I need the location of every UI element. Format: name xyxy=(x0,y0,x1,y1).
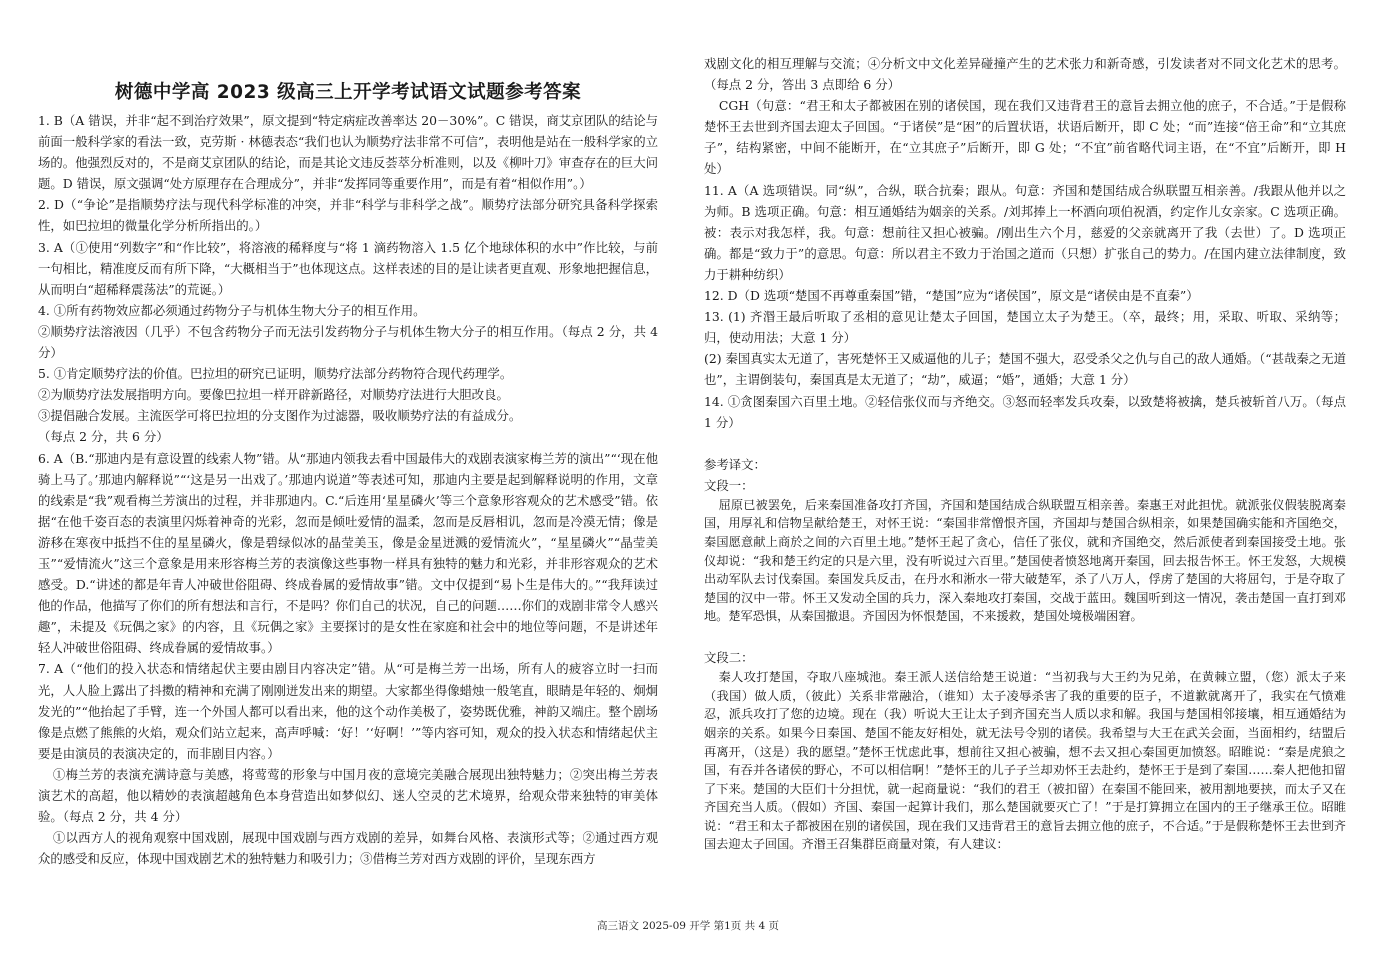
answer-5-score: （每点 2 分，共 6 分） xyxy=(38,429,169,445)
answer-3: 3. A（①使用“列数字”和“作比较”，将溶液的稀释度与“将 1 滴药物溶入 1.5 亿个地球体积的水中”作比较，与前一句相比，精准度反而有所下降，“大概相当于”也体现这点。这样表述的目的是让读者更直观、形象地把握信息，从而明白“超稀释震荡法”的荒诞。） xyxy=(38,239,658,297)
passage-1-translation: 屈原已被罢免，后来秦国准备攻打齐国，齐国和楚国结成合纵联盟互相亲善。秦惠王对此担忧。就派张仪假装脱离秦国，用厚礼和信物呈献给楚王，对怀王说：“秦国非常憎恨齐国，齐国却与楚国合纵相亲，如果楚国确实能和齐国绝交，秦国愿意献上商於之间的六百里土地。”楚怀王起了贪心，信任了张仪，就和齐国绝交，然后派使者到秦国接受土地。张仪却说：“我和楚王约定的只是六里，没有听说过六百里。”楚国使者愤怒地离开秦国，回去报告怀王。怀王发怒，大规模出动军队去讨伐秦国。秦国发兵反击，在丹水和淅水一带大破楚军，杀了八万人，俘虏了楚国的大将屈匄，于是夺取了楚国的汉中一带。怀王又发动全国的兵力，深入秦地攻打秦国，交战于蓝田。魏国听到这一情况，袭击楚国一直打到邓地。楚军恐惧，从秦国撤退。齐国因为怀恨楚国，不来援救，楚国处境极端困窘。 xyxy=(704,497,1346,624)
passage-1-label: 文段一： xyxy=(704,477,754,493)
answer-2: 2. D（“争论”是指顺势疗法与现代科学标准的冲突，并非“科学与非科学之战”。顺势疗法部分研究具备科学探索性，如巴拉坦的微量化学分析所指出的。） xyxy=(38,197,658,234)
answer-9: ①以西方人的视角观察中国戏剧，展现中国戏剧与西方戏剧的差异，如舞台风格、表演形式等；②通过西方观众的感受和反应，体现中国戏剧艺术的独特魅力和吸引力；③借梅兰芳对西方戏剧的评价，呈现东西方 xyxy=(38,830,658,867)
passage-2-label: 文段二： xyxy=(704,650,754,666)
answer-4-point-2: ②顺势疗法溶液因（几乎）不包含药物分子而无法引发药物分子与机体生物大分子的相互作用。（每点 2 分，共 4 分） xyxy=(38,323,658,361)
answer-14: 14. ①贪图秦国六百里土地。②轻信张仪而与齐绝交。③怒而轻率发兵攻秦，以致楚将被擒，楚兵被斩首八万。（每点 1 分） xyxy=(704,393,1346,430)
page-title: 树德中学高 2023 级高三上开学考试语文试题参考答案 xyxy=(114,82,582,103)
left-column xyxy=(38,0,658,869)
answer-13-2: (2) 秦国真实太无道了，害死楚怀王又威逼他的儿子；楚国不强大，忍受杀父之仇与自己的敌人通婚。（“甚哉秦之无道也”，主谓倒装句，秦国真是太无道了；“劫”，威逼；“婚”，通婚；大意 1 分） xyxy=(704,351,1346,388)
answer-10: CGH（句意：“君王和太子都被困在别的诸侯国，现在我们又违背君王的意旨去拥立他的庶子，不合适。”于是假称楚怀王去世到齐国去迎太子回国。“于诸侯”是“困”的后置状语，状语后断开，即 C 处；“而”连接“倍王命”和“立其庶子”，结构紧密，中间不能断开，在“立其庶子”后断开，即 G 处；“不宜”前省略代词主语，在“不宜”后断开，即 H 处） xyxy=(704,98,1346,177)
answer-5-point-2: ②为顺势疗法发展指明方向。要像巴拉坦一样开辟新路径，对顺势疗法进行大胆改良。 xyxy=(38,387,509,403)
answer-6: 6. A（B.“那迪内是有意设置的线索人物”错。从“那迪内领我去看中国最伟大的戏剧表演家梅兰芳的演出”“‘现在他骑上马了。’那迪内解释说”“‘这是另一出戏了。’那迪内说道”等表述可知，那迪内主要是起到解释说明的作用，文章的线索是“我”观看梅兰芳演出的过程，并非那迪内。C.“后连用‘星星磷火’等三个意象形容观众的艺术感受”错。依据“在他千姿百态的表演里闪烁着神奇的光彩，忽而是倾吐爱情的温柔，忽而是反唇相讥，忽而是冷漠无情；像是游移在寒夜中抵挡不住的星星磷火，像是碧绿似冰的晶莹美玉，像是金星迸溅的爱情流火”，“星星磷火”“晶莹美玉”“爱情流火”这三个意象是用来形容梅兰芳的表演像这些事物一样具有独特的魅力和光彩，并非形容观众的艺术感受。D.“讲述的都是年青人冲破世俗阻碍、终成眷属的爱情故事”错。文中仅提到“易卜生是伟大的。”“我拜读过他的作品，他描写了你们的所有想法和言行，不是吗？你们自己的状况，自己的问题……你们的戏剧非常令人感兴趣”，未提及《玩偶之家》的内容，且《玩偶之家》主要探讨的是女性在家庭和社会中的地位等问题，不是讲述年轻人冲破世俗阻碍、终成眷属的爱情故事。） xyxy=(38,450,658,656)
reference-translation-heading: 参考译文： xyxy=(704,456,766,472)
page-footer: 高三语文 2025-09 开学 第1页 共 4 页 xyxy=(596,920,780,932)
answer-4-point-1: 4. ①所有药物效应都必须通过药物分子与机体生物大分子的相互作用。 xyxy=(38,302,426,318)
answer-9-continued: 戏剧文化的相互理解与交流；④分析文中文化差异碰撞产生的艺术张力和新奇感，引发读者对不同文化艺术的思考。（每点 2 分，答出 3 点即给 6 分） xyxy=(704,56,1346,93)
answer-13-1: 13. (1) 齐湣王最后听取了丞相的意见让楚太子回国，楚国立太子为楚王。（卒，最终；用，采取、听取、采纳等；归，使动用法；大意 1 分） xyxy=(704,309,1346,346)
answer-7: 7. A（“他们的投入状态和情绪起伏主要由剧目内容决定”错。从“可是梅兰芳一出场，所有人的疲容立时一扫而光，人人脸上露出了抖擞的精神和充满了刚刚迸发出来的期望。大家都坐得像蜡烛一般笔直，眼睛是年轻的、炯炯发光的”“他抬起了手臂，连一个外国人都可以看出来，他的这个动作美极了，姿势既优雅，神韵又端庄。整个剧场像是点燃了熊熊的火焰，观众们站立起来，高声呼喊：‘好！’‘好啊！’”等内容可知，观众的投入状态和情绪起伏主要是由演员的表演决定的，而非剧目内容。） xyxy=(38,661,658,761)
answer-1: 1. B（A 错误，并非“起不到治疗效果”，原文提到“特定病症改善率达 20－30%”。C 错误，商艾京团队的结论与前面一般科学家的看法一致，克劳斯 · 林德表态“我们也认为顺势疗法非常不可信”，表明他是站在一般科学家的立场的。他强烈反对的，不是商艾京团队的结论，而是其论文违反荟萃分析准则，以及《柳叶刀》审查存在的巨大问题。D 错误，原文强调“处方原理存在合理成分”，并非“发挥同等重要作用”，而是有着“相似作用”。） xyxy=(38,113,658,192)
answer-5-point-1: 5. ①肯定顺势疗法的价值。巴拉坦的研究已证明，顺势疗法部分药物符合现代药理学。 xyxy=(38,366,513,382)
answer-11: 11. A（A 选项错误。同“纵”，合纵，联合抗秦；跟从。句意：齐国和楚国结成合纵联盟互相亲善。/我跟从他并以之为师。B 选项正确。句意：相互通婚结为姻亲的关系。/刘邦捧上一杯酒向项伯祝酒，约定作儿女亲家。C 选项正确。被：表示对我怎样，我。句意：想前往又担心被骗。/刚出生六个月，慈爱的父亲就离开了我（去世）了。D 选项正确。都是“致力于”的意思。句意：所以君主不致力于治国之道而（只想）扩张自己的势力。/在国内建立法律制度，致力于耕种纺织） xyxy=(704,182,1346,282)
answer-8: ①梅兰芳的表演充满诗意与美感，将莺莺的形象与中国月夜的意境完美融合展现出独特魅力；②突出梅兰芳表演艺术的高超，他以精妙的表演超越角色本身营造出如梦似幻、迷人空灵的艺术境界，给观众带来独特的审美体验。（每点 2 分，共 4 分） xyxy=(38,766,658,825)
right-column xyxy=(704,53,1346,854)
answer-5-point-3: ③提倡融合发展。主流医学可将巴拉坦的分支图作为过滤器，吸收顺势疗法的有益成分。 xyxy=(38,408,522,424)
passage-2-translation: 秦人攻打楚国，夺取八座城池。秦王派人送信给楚王说道：“当初我与大王约为兄弟，在黄棘立盟，（您）派太子来（我国）做人质，（彼此）关系非常融洽，（谁知）太子凌辱杀害了我的重要的臣子，不道歉就离开了，我实在气愤难忍，派兵攻打了您的边境。现在（我）听说大王让太子到齐国充当人质以求和解。我国与楚国相邻接壤，相互通婚结为姻亲的关系。如果今日秦国、楚国不能友好相处，就无法号令别的诸侯。我希望与大王在武关会面，当面相约，结盟后再离开，（这是）我的愿望。”楚怀王忧虑此事，想前往又担心被骗，想不去又担心秦国更加愤怒。昭睢说：“秦是虎狼之国，有吞并各诸侯的野心，不可以相信啊！”楚怀王的儿子子兰却劝怀王去赴约，楚怀王于是到了秦国……秦人把他扣留了下来。楚国的大臣们十分担忧，就一起商量说：“我们的君王（被扣留）在秦国不能回来，被用割地要挟，而太子又在齐国充当人质。（假如）齐国、秦国一起算计我们，那么楚国就要灭亡了！”于是打算拥立在国内的王子继承王位。昭睢说：“君王和太子都被困在别的诸侯国，现在我们又违背君王的意旨去拥立他的庶子，不合适。”于是假称楚怀王去世到齐国去迎太子回国。齐湣王召集群臣商量对策，有人建议： xyxy=(704,670,1346,852)
answer-12: 12. D（D 选项“楚国不再尊重秦国”错，“楚国”应为“诸侯国”，原文是“诸侯由是不直秦”） xyxy=(704,288,1199,304)
